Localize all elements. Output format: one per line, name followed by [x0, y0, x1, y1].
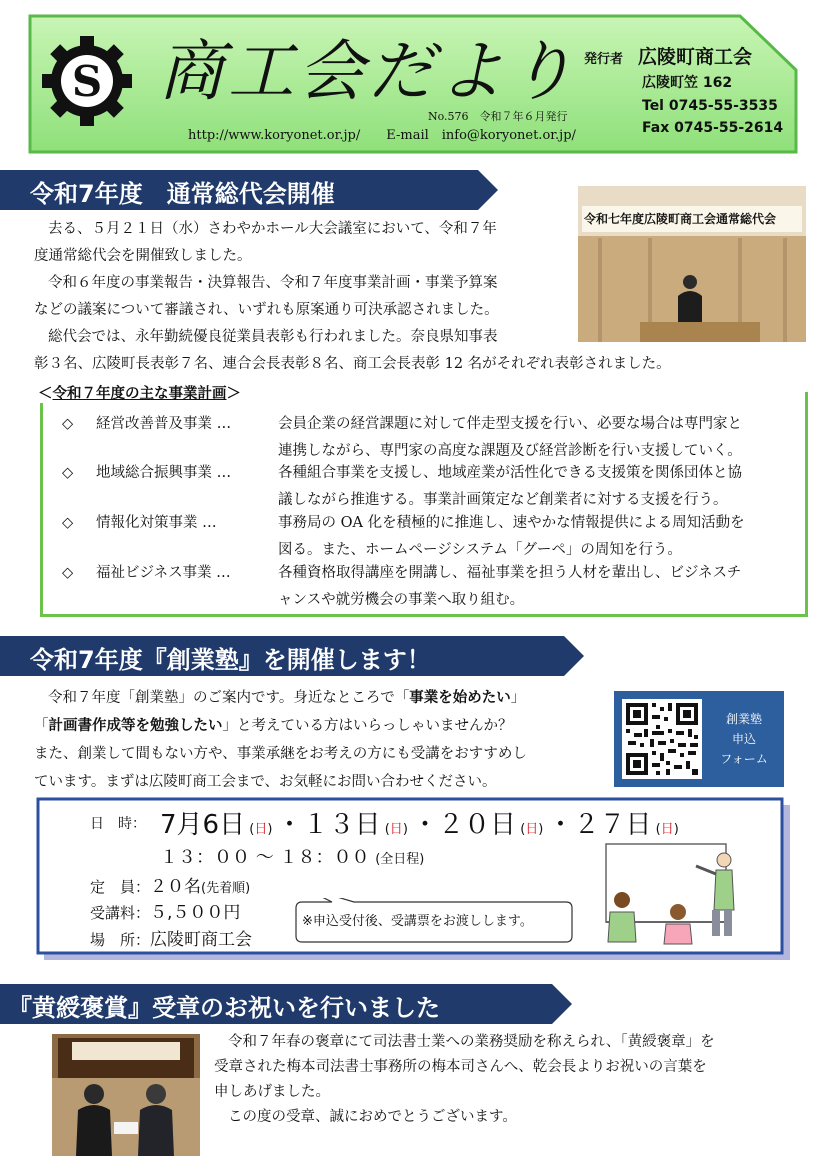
plan-desc-line: 各種組合事業を支援し、地域産業が活性化できる支援策を関係団体と協	[278, 465, 742, 481]
plan-heading	[34, 382, 245, 403]
plan-desc-line: 会員企業の経営課題に対して伴走型支援を行い、必要な場合は専門家と	[278, 416, 742, 432]
qr-code-icon[interactable]	[622, 699, 702, 779]
section-title: 令和7年度 通常総代会開催	[30, 180, 335, 208]
qr-label	[710, 709, 778, 769]
qr-label-line: フォーム	[720, 752, 768, 766]
meeting-text	[34, 216, 671, 378]
section-banner-general-meeting	[0, 170, 500, 210]
place: 広陵町商工会	[150, 930, 253, 950]
publisher-label: 発行者	[584, 52, 624, 67]
plan-desc	[278, 560, 826, 614]
sunday: 日	[389, 822, 403, 837]
time: １３：００ ～ １８：００	[160, 847, 370, 868]
plan-heading-text: 令和７年度の主な事業計画	[52, 385, 227, 402]
section-title: 令和7年度『創業塾』を開催します！	[30, 646, 431, 674]
section-banner-award	[0, 984, 574, 1024]
text-span: 「	[34, 718, 49, 734]
plan-desc-line: 連携しながら、専門家の高度な課題及び経営診断を行い支援していく。	[278, 443, 742, 459]
text-line: 度通常総代会を開催致しました。	[34, 248, 252, 264]
section-title: 『黄綬褒賞』受章のお祝いを行いました	[8, 994, 440, 1022]
text-line	[34, 712, 612, 740]
date: １３日	[302, 810, 381, 840]
fee-row	[90, 898, 240, 923]
place-row	[90, 925, 252, 950]
text-line	[34, 684, 612, 712]
plan-heading-close: ＞	[226, 385, 241, 402]
text-span: 令和７年度「創業塾」のご案内です。身近なところで「	[48, 690, 410, 706]
text-span: 」	[510, 690, 526, 706]
publisher-name: 広陵町商工会	[638, 46, 753, 68]
sunday: 日	[525, 822, 539, 837]
note-callout	[292, 898, 576, 944]
sunday: 日	[254, 822, 268, 837]
plan-desc-line: 議しながら推進する。事業計画策定など創業者に対する支援を行う。	[278, 492, 728, 508]
text-line: また、創業して間もない方や、事業承継をお考えの方にも受講をおすすめし	[34, 746, 527, 762]
photo-sign: 令和七年度広陵町商工会通常総代会	[584, 212, 777, 226]
gear-logo-icon	[40, 34, 134, 128]
startup-text	[34, 684, 612, 796]
diamond-icon: ◇	[62, 515, 74, 531]
capacity-row	[90, 872, 250, 897]
newsletter-title: 商工会だより	[158, 33, 578, 110]
text-line: ています。まずは広陵町商工会まで、お気軽にお問い合わせください。	[34, 774, 497, 790]
capacity-note: (先着順)	[201, 881, 251, 896]
application-form-qr[interactable]	[614, 691, 784, 787]
text-line: この度の受章、誠におめでとうございます。	[228, 1109, 517, 1125]
note-text: ※申込受付後、受講票をお渡しします。	[302, 914, 533, 929]
plan-name: 情報化対策事業 …	[96, 515, 217, 531]
capacity-label: 定 員：	[90, 878, 151, 896]
logo-letter: S	[71, 57, 103, 106]
text-line: 去る、５月２１日（水）さわやかホール大会議室において、令和７年	[48, 221, 497, 237]
capacity: ２０名	[150, 877, 202, 897]
schedule-time	[160, 843, 424, 869]
text-line: 申しあげました。	[214, 1084, 330, 1100]
text-line: 彰３名、広陵町長表彰７名、連合会長表彰８名、商工会長表彰 12 名がそれぞれ表彰されました。	[34, 356, 671, 372]
plan-desc	[278, 460, 826, 514]
plan-desc-line: 事務局の OA 化を積極的に推進し、速やかな情報提供による周知活動を	[278, 515, 745, 531]
text-line: 令和６年度の事業報告・決算報告、令和７年度事業計画・事業予算案	[48, 275, 498, 291]
plan-heading-open: ＜	[38, 385, 53, 402]
text-line: 令和７年春の褒章にて司法書士業への業務奨励を称えられ、「黄綬褒章」を	[228, 1034, 715, 1050]
award-photo	[52, 1034, 200, 1156]
text-line: などの議案について審議され、いずれも原案通り可決承認されました。	[34, 302, 499, 318]
plan-name: 地域総合振興事業 …	[96, 465, 232, 481]
date-label: 日 時：	[90, 816, 146, 832]
text-span: 」と考えている方はいらっしゃいませんか？	[222, 718, 513, 734]
plan-desc	[278, 411, 826, 465]
qr-label-line: 創業塾	[725, 712, 762, 726]
date: ２０日	[438, 810, 517, 840]
date: ２７日	[573, 810, 652, 840]
award-text	[214, 1030, 810, 1130]
place-label: 場 所：	[90, 931, 151, 949]
emphasis-text: 計画書作成等を勉強したい	[48, 718, 223, 734]
fax: Fax 0745-55-2614	[642, 120, 784, 136]
plan-desc-line: 各種資格取得講座を開講し、福祉事業を担う人材を輩出し、ビジネスチ	[278, 565, 742, 581]
plan-name: 経営改善普及事業 …	[96, 416, 232, 432]
address: 広陵町笠 162	[642, 75, 733, 91]
general-meeting-photo	[578, 186, 806, 342]
sunday: 日	[660, 822, 674, 837]
diamond-icon: ◇	[62, 416, 74, 432]
plan-desc-line: 図る。また、ホームページシステム「グーペ」の周知を行う。	[278, 542, 682, 558]
issue-number: No.576 令和７年６月発行	[428, 110, 568, 123]
fee: ５,５００円	[150, 903, 241, 923]
time-note: (全日程)	[375, 852, 425, 867]
diamond-icon: ◇	[62, 565, 74, 581]
classroom-illustration	[600, 840, 780, 946]
plan-desc-line: ャンスや就労機会の事業へ取り組む。	[278, 592, 525, 608]
plan-desc	[278, 510, 826, 564]
qr-label-line: 申込	[731, 732, 756, 746]
date: 7月6日	[160, 810, 246, 840]
text-line: 総代会では、永年勤続優良従業員表彰も行われました。奈良県知事表	[48, 329, 498, 345]
plan-item	[62, 510, 802, 564]
schedule-dates: 7月6日 (日) ・１３日 (日) ・２０日 (日) ・２７日 (日)	[160, 810, 679, 840]
newsletter-header	[28, 14, 798, 154]
plan-name: 福祉ビジネス事業 …	[96, 565, 231, 581]
tel: Tel 0745-55-3535	[642, 98, 778, 114]
plan-item	[62, 560, 802, 614]
plan-item	[62, 411, 802, 465]
diamond-icon: ◇	[62, 465, 74, 481]
text-line: 受章された梅本司法書士事務所の梅本司さんへ、乾会長よりお祝いの言葉を	[214, 1059, 707, 1075]
website-email: http://www.koryonet.or.jp/ E-mail info@koryonet.or.jp/	[188, 128, 576, 143]
section-banner-startup-school	[0, 636, 586, 676]
plan-item	[62, 460, 802, 514]
fee-label: 受講料：	[90, 904, 151, 922]
emphasis-text: 事業を始めたい	[409, 690, 511, 706]
